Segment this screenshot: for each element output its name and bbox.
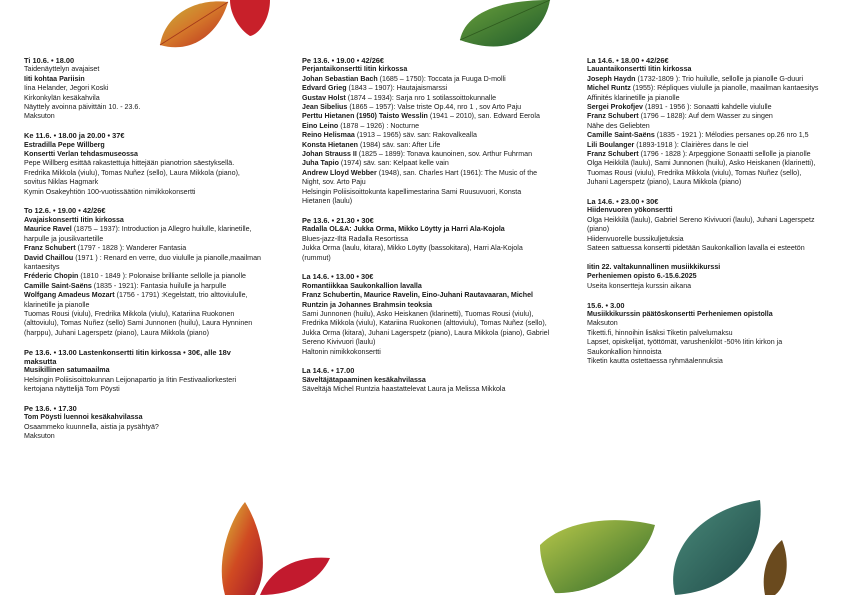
event-title: Avajaiskonsertti Iitin kirkossa xyxy=(24,215,124,224)
work-details: (1835 - 1921 ): Mélodies persanes op.26 nro 1,5 xyxy=(654,131,809,140)
event-heading: La 14.6. • 17.00 xyxy=(302,366,355,376)
work-details: (1796 – 1828): Auf dem Wasser zu singen xyxy=(638,112,773,121)
composer-name: Franz Schubert xyxy=(587,150,639,159)
composer-name: Joseph Haydn xyxy=(587,74,636,83)
leaf-orange-small-bottom-right xyxy=(760,540,790,595)
program-line xyxy=(302,122,550,131)
program-line xyxy=(302,84,550,93)
work-details: (1955): Répliques viululle ja pianolle, maailman kantaesitys xyxy=(630,84,819,93)
event-line: Säveltäjä Michel Runtzia haastattelevat Laura ja Melissa Mikkola xyxy=(302,385,506,394)
work-details: (1865 – 1957): Valse triste Op.44, nro 1 , sov Arto Paju xyxy=(347,103,522,112)
event-line: Kirkonkylän kesäkahvila xyxy=(24,93,100,102)
program-line xyxy=(24,244,262,253)
program-line xyxy=(587,131,819,140)
composer-name: Johan Sebastian Bach xyxy=(302,74,378,83)
event-line: Taidenäyttelyn avajaiset xyxy=(24,65,100,74)
work-details: (1913 – 1965) säv. san: Rakovalkealla xyxy=(354,131,477,140)
event-heading: To 12.6. • 19.00 • 42/26€ xyxy=(24,206,106,216)
ticket-info: Tiketin kautta ostettaessa ryhmäalennuksia xyxy=(587,356,723,365)
event-5 xyxy=(24,404,262,442)
event-heading: Pe 13.6. • 19.00 • 42/26€ xyxy=(302,56,385,65)
event-2 xyxy=(24,131,262,197)
event-line: Jukka Orma (laulu, kitara), Mikko Löytty (bassokitara), Harri Ala-Kojola (rummut) xyxy=(302,244,523,262)
composer-name: Franz Schubert xyxy=(587,112,639,121)
event-line: Maksuton xyxy=(24,432,55,441)
column-2 xyxy=(302,56,550,404)
composer-name: Reino Helismaa xyxy=(302,131,355,140)
event-heading: La 14.6. • 18.00 • 42/26€ xyxy=(587,56,669,65)
event-line: Hiidenvuorelle bussikuljetuksia xyxy=(587,234,684,243)
program-line xyxy=(302,150,550,159)
work-details: (1843 – 1907): Hautajaismarssi xyxy=(346,84,448,93)
work-details: (1948), san. Charles Hart (1961): The Music of the Night, sov. Arto Paju xyxy=(302,168,538,187)
program-line xyxy=(587,103,819,112)
event-title: Tom Pöysti luennoi kesäkahvilassa xyxy=(24,413,143,422)
event-heading: La 14.6. • 13.00 • 30€ xyxy=(302,272,374,282)
event-line: Osaammeko kuunnella, aistia ja pysähtyä? xyxy=(24,422,159,431)
event-3 xyxy=(24,206,262,338)
work-details: (1835 - 1921): Fantasia huilulle ja harpulle xyxy=(91,281,227,290)
composer-name: Jean Sibelius xyxy=(302,103,348,112)
event-heading: Pe 13.6. • 13.00 Lastenkonsertti Iitin kirkossa • 30€, alle 18v maksutta xyxy=(24,347,231,366)
event-heading: La 14.6. • 23.00 • 30€ xyxy=(587,197,659,207)
event-title: Perheniemen opisto 6.-15.6.2025 xyxy=(587,272,697,281)
work-details: (1878 – 1926) : Nocturne xyxy=(338,121,420,130)
work-details: (1810 - 1849 ): Polonaise brilliante sellolle ja pianolle xyxy=(78,272,246,281)
composer-name: Michel Runtz xyxy=(587,84,631,93)
leaf-red-bottom-left xyxy=(200,500,335,595)
program-line xyxy=(24,272,262,281)
event-4 xyxy=(24,348,262,395)
program-line xyxy=(587,84,819,93)
event-title: Iiti kohtaa Pariisin xyxy=(24,74,85,83)
composer-name: David Chaillou xyxy=(24,253,74,262)
program-line xyxy=(587,150,819,159)
composer-name: Lili Boulanger xyxy=(587,140,635,149)
event-title: Konsertti Verlan tehdasmuseossa xyxy=(24,150,138,159)
event-line: Blues-jazz-Iltä Radalla Resortissa xyxy=(302,234,409,243)
event-heading: Pe 13.6. • 17.30 xyxy=(24,403,77,413)
composer-name: Camille Saint-Saëns xyxy=(587,131,655,140)
event-line: Maksuton xyxy=(587,319,618,328)
program-line xyxy=(24,225,262,244)
event-line: Sami Junnonen (huilu), Asko Heiskanen (klarinetti), Tuomas Rousi (viulu), Fredrika Mikkola (viulu), Katariina Ruokonen (alttoviulu), Tomas Nuñez (sello), Jukka Orma (kitara), Juhani Lagerspetz (piano), Laura Mikkola (piano), Gabriel Sereno Kivivuori (laulu) xyxy=(302,309,550,347)
event-title: Musiikkikurssin päätöskonsertti Perheniemen opistolla xyxy=(587,309,773,318)
composer-name: Maurice Ravel xyxy=(24,225,72,234)
event-13 xyxy=(587,301,819,367)
composer-name: Konsta Hietanen xyxy=(302,140,358,149)
event-title: Musikillinen satumaailma xyxy=(24,366,110,375)
leaf-red-top xyxy=(225,0,275,38)
column-3 xyxy=(587,56,819,376)
event-title: Radalla OL&A: Jukka Orma, Mikko Löytty ja Harri Ala-Kojola xyxy=(302,225,505,234)
composer-name: Gustav Holst xyxy=(302,93,346,102)
program-line xyxy=(24,282,262,291)
work-details: (1971 ) : Renard en verre, duo viululle ja pianolle,maailman kantaesitys xyxy=(24,253,261,271)
event-7 xyxy=(302,216,550,263)
event-title: Lauantaikonsertti Iitin kirkossa xyxy=(587,65,692,74)
work-details: (1875 – 1937): Introduction ja Allegro huilulle, klarinetille, harpulle ja jousikvartetille xyxy=(24,225,252,243)
work-details: (1893-1918 ): Clairières dans le ciel xyxy=(634,140,749,149)
event-1 xyxy=(24,56,262,122)
work-details: (1874 – 1934): Sarja nro 1 sotilassoittokunnalle xyxy=(345,93,497,102)
event-title: Säveltäjätapaaminen kesäkahvilassa xyxy=(302,375,426,384)
composer-name: Juha Tapio xyxy=(302,159,339,168)
work-details: (1825 – 1899): Tonava kaunoinen, sov. Arthur Fuhrman xyxy=(356,150,533,159)
leaf-green-bottom-right xyxy=(535,515,660,595)
event-title: Hiidenvuoren yökonsertti xyxy=(587,206,673,215)
work-details: (1732-1809 ): Trio huilulle, sellolle ja pianolle G-duuri xyxy=(635,74,804,83)
leaf-orange-top-left xyxy=(150,0,235,62)
composer-name: Perttu Hietanen (1950) Taisto Wesslin xyxy=(302,112,428,121)
event-line: Haltonin nimikkokonsertti xyxy=(302,347,381,356)
event-line: Helsingin Poliisisoittokunnan Leijonapartio ja Iitin Festivaaliorkesteri xyxy=(24,375,237,384)
work-details: (1984) säv. san: After Life xyxy=(357,140,441,149)
event-title: Romantiikkaa Saukonkallion lavalla xyxy=(302,281,422,290)
event-line: Nähe des Geliebten xyxy=(587,121,650,130)
event-line: Olga Heikkilä (laulu), Gabriel Sereno Kivivuori (laulu), Juhani Lagerspetz (piano) xyxy=(587,215,815,234)
event-line: kertojana näyttelijä Tom Pöysti xyxy=(24,385,120,394)
event-line: Kymin Osakeyhtiön 100-vuotissäätiön nimikkokonsertti xyxy=(24,187,196,196)
work-details: (1797 - 1828 ): Wanderer Fantasia xyxy=(75,244,187,253)
work-details: (1685 – 1750): Toccata ja Fuuga D-molli xyxy=(377,74,506,83)
program-line xyxy=(24,291,262,310)
event-heading: Pe 13.6. • 21.30 • 30€ xyxy=(302,215,374,225)
event-title: Franz Schubertin, Maurice Ravelin, Eino-Juhani Rautavaaran, Michel Runtzin ja Johannes Brahmsin teoksia xyxy=(302,291,533,309)
leaf-teal-bottom-right xyxy=(665,495,770,595)
composer-name: Camille Saint-Saëns xyxy=(24,281,92,290)
event-line: Sateen sattuessa konsertti pidetään Saukonkallion lavalla ei esteetön xyxy=(587,244,805,253)
event-heading: 15.6. • 3.00 xyxy=(587,300,625,310)
work-details: (1891 - 1956 ): Sonaatti kahdelle viululle xyxy=(643,103,772,112)
event-8 xyxy=(302,272,550,357)
ticket-info: Lapset, opiskelijat, työttömät, varushenkilöt -50% Iitin kirkon ja Saukonkallion hinnoista xyxy=(587,338,783,356)
program-line xyxy=(302,112,550,121)
event-title: Perjantaikonsertti Iitin kirkossa xyxy=(302,65,408,74)
work-details: (1756 - 1791) :Kegelstatt, trio alttoviululle, klarinetille ja pianolle xyxy=(24,291,248,309)
event-line: Helsingin Poliisisoittokunta kapellimestarina Sami Ruusuvuori, Konsta Hietanen (laulu) xyxy=(302,187,522,206)
program-line xyxy=(302,159,550,168)
work-details: (1941 – 2010), san. Edward Eerola xyxy=(427,112,540,121)
event-10 xyxy=(587,56,819,188)
composer-name: Sergei Prokofjev xyxy=(587,103,643,112)
event-line: Affinités klarinetille ja pianolle xyxy=(587,93,680,102)
program-line xyxy=(587,112,819,121)
event-line: Olga Heikkilä (laulu), Sami Junnonen (huilu), Asko Heiskanen (klarinetti), Tuomas Rousi (viulu), Fredrika Mikkola (viulu), Tomas Nuñez (sello), Juhani Lagerspetz (piano), Laura Mikkola (piano) xyxy=(587,159,816,187)
program-line xyxy=(24,254,262,273)
work-details: (1974) säv. san: Kelpaat kelle vain xyxy=(338,159,449,168)
composer-name: Eino Leino xyxy=(302,121,339,130)
event-line: Maksuton xyxy=(24,112,55,121)
event-line: Pepe Willberg esittää rakastettuja hittejään pianotrion säestyksellä. Fredrika Mikkola (viulu), Tomas Nuñez (sello), Laura Mikkola (piano), sovitus Niklas Hagmark xyxy=(24,159,240,187)
composer-name: Andrew Lloyd Webber xyxy=(302,168,377,177)
event-12 xyxy=(587,263,819,291)
event-6 xyxy=(302,56,550,207)
event-heading: Ti 10.6. • 18.00 xyxy=(24,56,75,65)
event-11 xyxy=(587,197,819,253)
program-line xyxy=(302,169,550,188)
event-title: Iitin 22. valtakunnallinen musiikkikurssi xyxy=(587,262,721,271)
work-details: (1796 - 1828 ): Arpeggione Sonaatti sellolle ja pianolle xyxy=(638,150,811,159)
event-line: Tuomas Rousi (viulu), Fredrika Mikkola (viulu), Katariina Ruokonen (alttoviulu), Tomas Nuñez (sello) Sami Junnonen (huilu), Laura Hynninen (harppu), Juhani Lagerspetz (piano), Laura Mikkola (piano) xyxy=(24,309,253,337)
event-line: Näyttely avoinna päivittäin 10. - 23.6. xyxy=(24,103,141,112)
composer-name: Johan Strauss II xyxy=(302,150,357,159)
composer-name: Edvard Grieg xyxy=(302,84,347,93)
program-line xyxy=(302,94,550,103)
event-heading: Ke 11.6. • 18.00 ja 20.00 • 37€ xyxy=(24,131,125,141)
event-9 xyxy=(302,366,550,394)
event-line: Useita konsertteja kurssin aikana xyxy=(587,281,692,290)
event-line: Iina Helander, Jegori Koski xyxy=(24,84,109,93)
program-line xyxy=(587,141,819,150)
event-title: Estradilla Pepe Willberg xyxy=(24,140,105,149)
composer-name: Fréderic Chopin xyxy=(24,272,79,281)
column-1 xyxy=(24,56,262,451)
program-line xyxy=(587,75,819,84)
program-line xyxy=(302,131,550,140)
program-line xyxy=(302,103,550,112)
ticket-info: Tiketti.fi, hinnoihin lisäksi Tiketin palvelumaksu xyxy=(587,328,733,337)
program-line xyxy=(302,75,550,84)
composer-name: Wolfgang Amadeus Mozart xyxy=(24,291,115,300)
program-line xyxy=(302,141,550,150)
composer-name: Franz Schubert xyxy=(24,244,76,253)
